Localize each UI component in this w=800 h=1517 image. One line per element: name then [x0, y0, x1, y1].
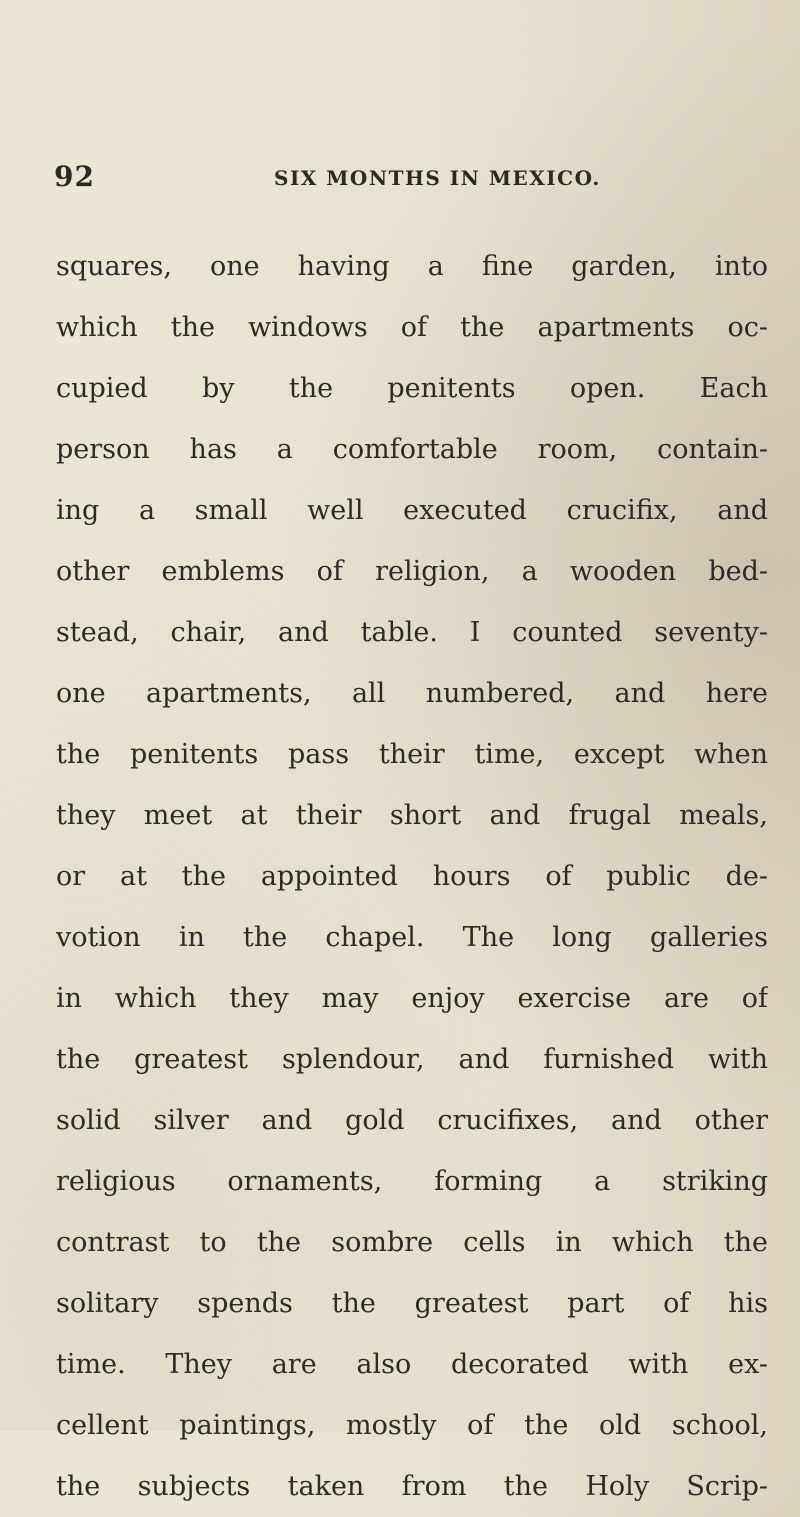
text-line: votion in the chapel. The long galleries	[56, 922, 768, 953]
page-header	[54, 160, 774, 200]
text-line: the penitents pass their time, except when	[56, 739, 768, 770]
text-line: cupied by the penitents open. Each	[56, 373, 768, 404]
text-line: person has a comfortable room, contain-	[56, 434, 768, 465]
text-line: religious ornaments, forming a striking	[56, 1166, 768, 1197]
text-line: other emblems of religion, a wooden bed-	[56, 556, 768, 587]
text-line: stead, chair, and table. I counted seventy-	[56, 617, 768, 648]
text-line: cellent paintings, mostly of the old school,	[56, 1410, 768, 1441]
text-line: solitary spends the greatest part of his	[56, 1288, 768, 1319]
text-line: which the windows of the apartments oc-	[56, 312, 768, 343]
text-line: the greatest splendour, and furnished with	[56, 1044, 768, 1075]
text-line: contrast to the sombre cells in which the	[56, 1227, 768, 1258]
running-head: SIX MONTHS IN MEXICO.	[274, 166, 601, 190]
text-line: in which they may enjoy exercise are of	[56, 983, 768, 1014]
page-number: 92	[54, 160, 95, 193]
text-line: they meet at their short and frugal meals,	[56, 800, 768, 831]
text-line: one apartments, all numbered, and here	[56, 678, 768, 709]
text-line: squares, one having a fine garden, into	[56, 251, 768, 282]
text-line: solid silver and gold crucifixes, and other	[56, 1105, 768, 1136]
text-line: ing a small well executed crucifix, and	[56, 495, 768, 526]
text-line: time. They are also decorated with ex-	[56, 1349, 768, 1380]
text-line: or at the appointed hours of public de-	[56, 861, 768, 892]
text-line: the subjects taken from the Holy Scrip-	[56, 1471, 768, 1502]
body-text	[56, 236, 768, 1517]
